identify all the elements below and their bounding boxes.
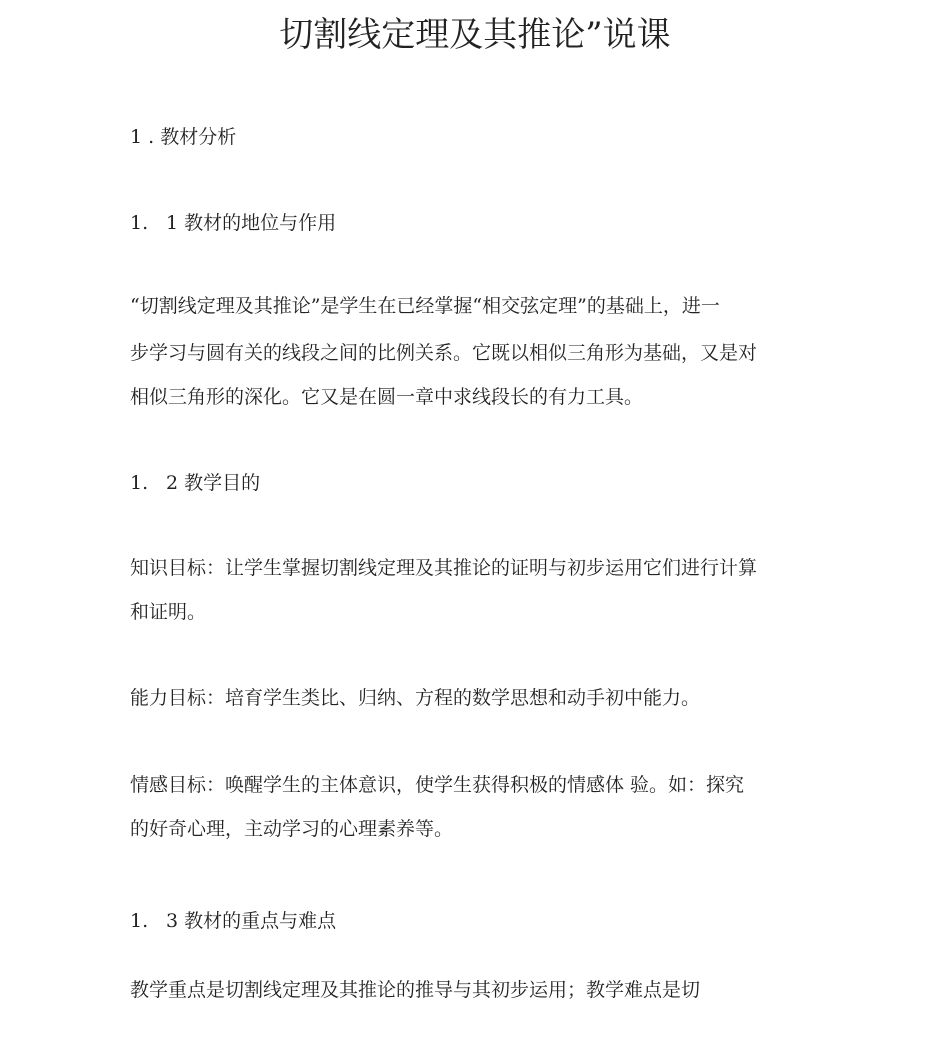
section-heading-1-1 — [130, 209, 336, 237]
section-heading-1: 1 . 教材分析 — [130, 126, 237, 148]
section-heading-1-3 — [130, 907, 336, 935]
section-label: 2 教学目的 — [166, 472, 261, 494]
ability-goal: 能力目标：培育学生类比、归纳、方程的数学思想和动手初中能力。 — [130, 687, 701, 709]
emotion-goal-line: 情感目标：唤醒学生的主体意识，使学生获得积极的情感体 验。如：探究 — [130, 774, 745, 796]
document-title: 切割线定理及其推论”说课 — [279, 15, 671, 55]
paragraph-line: 相似三角形的深化。它又是在圆一章中求线段长的有力工具。 — [130, 386, 644, 408]
key-points-line: 教学重点是切割线定理及其推论的推导与其初步运用；教学难点是切 — [130, 979, 701, 1001]
emotion-goal-line: 的好奇心理，主动学习的心理素养等。 — [130, 818, 454, 840]
section-number: 1. — [130, 212, 149, 234]
knowledge-goal-line: 和证明。 — [130, 601, 207, 623]
knowledge-goal-line: 知识目标：让学生掌握切割线定理及其推论的证明与初步运用它们进行计算 — [130, 557, 758, 579]
paragraph-line: 步学习与圆有关的线段之间的比例关系。它既以相似三角形为基础，又是对 — [130, 342, 758, 364]
section-label: 3 教材的重点与难点 — [166, 910, 337, 932]
section-number: 1. — [130, 472, 149, 494]
section-number: 1. — [130, 910, 149, 932]
paragraph-line: “切割线定理及其推论”是学生在已经掌握“相交弦定理”的基础上，进一 — [130, 295, 720, 317]
section-label: 1 教材的地位与作用 — [166, 212, 337, 234]
section-heading-1-2 — [130, 469, 260, 497]
